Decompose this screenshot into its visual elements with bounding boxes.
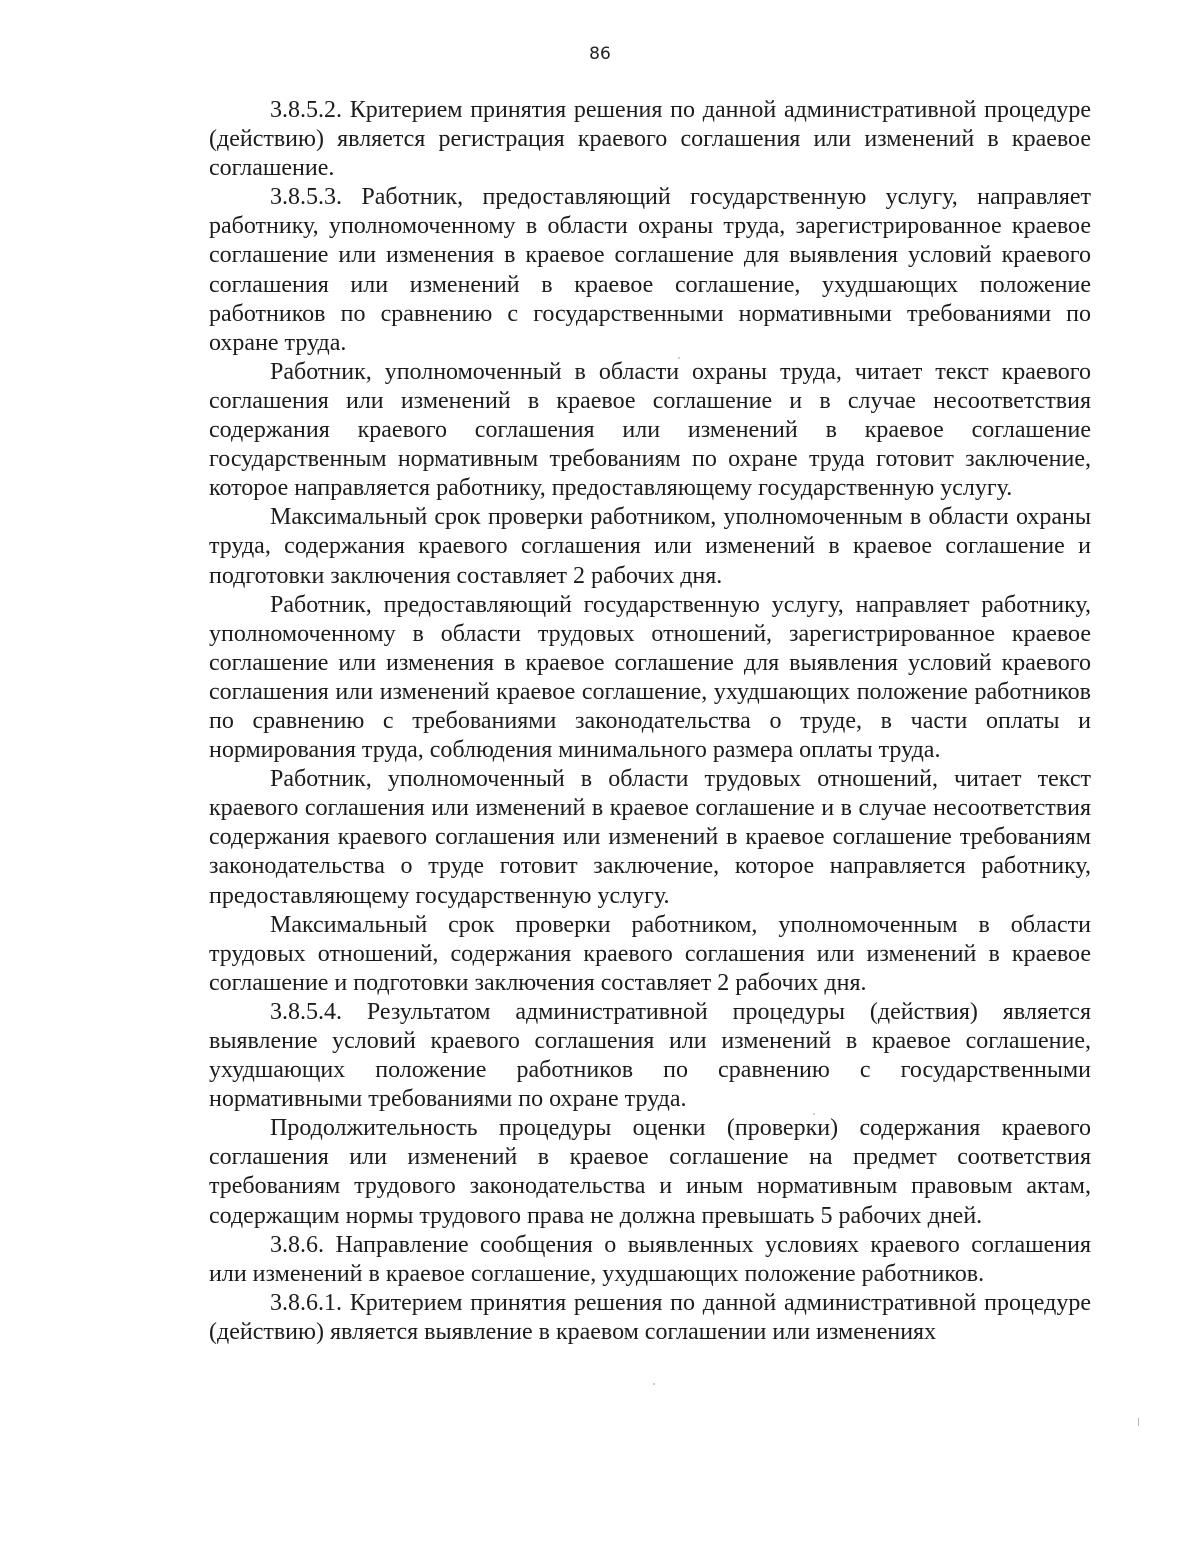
paragraph-3-8-5-4: 3.8.5.4. Результатом административной процедуры (действия) является выявление условий краевого соглашения или изменений в краевое соглашение, ухудшающих положение работников по сравнению с государственными нормативными требованиями по охране труда. — [209, 998, 1091, 1113]
scan-speck — [678, 357, 680, 359]
paragraph-3-8-5-3: 3.8.5.3. Работник, предоставляющий государственную услугу, направляет работнику, уполномоченному в области охраны труда, зарегистрированное краевое соглашение или изменения в краевое соглашение для выявления условий краевого соглашения или изменений в краевое соглашение, ухудшающих положение работников по сравнению с государственными нормативными требованиями по охране труда. — [209, 184, 1091, 356]
document-body — [209, 96, 1091, 1347]
paragraph-labor-safety-deadline: Максимальный срок проверки работником, уполномоченным в области охраны труда, содержания краевого соглашения или изменений в краевое соглашение и подготовки заключения составляет 2 рабочих дня. — [209, 504, 1091, 589]
scan-speck — [1138, 1418, 1139, 1426]
paragraph-labor-relations-deadline: Максимальный срок проверки работником, уполномоченным в области трудовых отношений, содержания краевого соглашения или изменений в краевое соглашение и подготовки заключения составляет 2 рабочих дня. — [209, 911, 1091, 996]
paragraph-procedure-duration: Продолжительность процедуры оценки (проверки) содержания краевого соглашения или изменений в краевое соглашение на предмет соответствия требованиям трудового законодательства и иным нормативным правовым актам, содержащим нормы трудового права не должна превышать 5 рабочих дней. — [209, 1115, 1091, 1229]
paragraph-3-8-6: 3.8.6. Направление сообщения о выявленных условиях краевого соглашения или изменений в краевое соглашение, ухудшающих положение работников. — [209, 1231, 1091, 1287]
page-number: 86 — [589, 44, 611, 64]
paragraph-3-8-6-1: 3.8.6.1. Критерием принятия решения по данной административной процедуре (действию) является выявление в краевом соглашении или изменениях — [209, 1289, 1091, 1345]
paragraph-labor-safety-review: Работник, уполномоченный в области охраны труда, читает текст краевого соглашения или изменений в краевое соглашение и в случае несоответствия содержания краевого соглашения или изменений в краевое соглашение государственным нормативным требованиям по охране труда готовит заключение, которое направляется работнику, предоставляющему государственную услугу. — [209, 358, 1091, 502]
paragraph-labor-relations-review: Работник, уполномоченный в области трудовых отношений, читает текст краевого соглашения или изменений в краевое соглашение и в случае несоответствия содержания краевого соглашения или изменений в краевое соглашение требованиям законодательства о труде готовит заключение, которое направляется работнику, предоставляющему государственную услугу. — [209, 766, 1091, 909]
scan-speck — [653, 1383, 655, 1385]
scan-speck — [813, 1113, 815, 1115]
paragraph-3-8-5-2: 3.8.5.2. Критерием принятия решения по данной административной процедуре (действию) является регистрация краевого соглашения или изменений в краевое соглашение. — [209, 97, 1091, 182]
paragraph-labor-relations-referral: Работник, предоставляющий государственную услугу, направляет работнику, уполномоченному в области трудовых отношений, зарегистрированное краевое соглашение или изменения в краевое соглашение для выявления условий краевого соглашения или изменений краевое соглашение, ухудшающих положение работников по сравнению с требованиями законодательства о труде, в части оплаты и нормирования труда, соблюдения минимального размера оплаты труда. — [209, 591, 1091, 764]
